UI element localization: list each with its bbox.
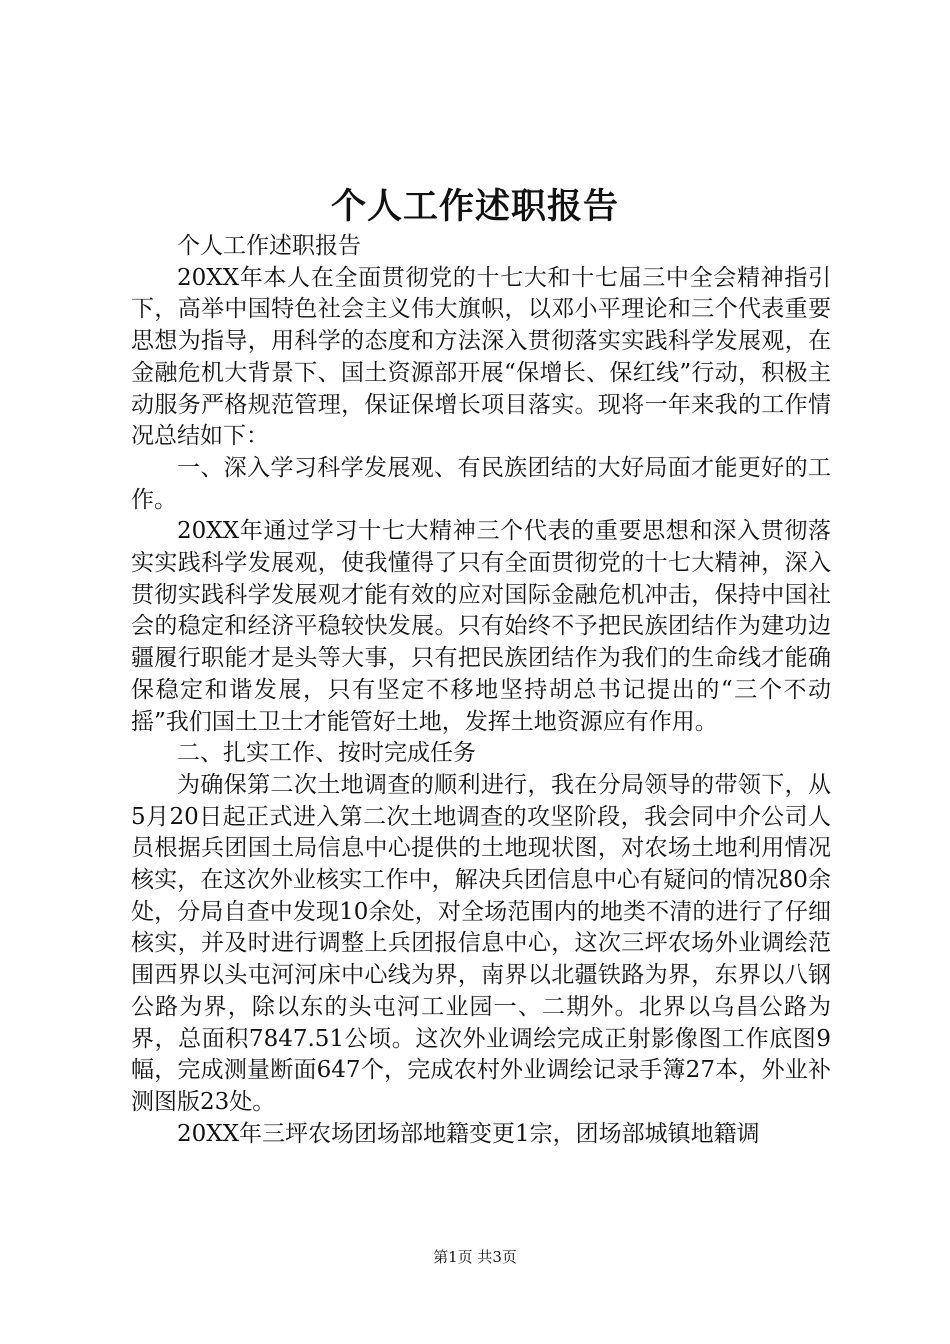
page-footer: 第1页 共3页 [433,1248,517,1266]
paragraph-continued: 20XX年三坪农场团场部地籍变更1宗，团场部城镇地籍调 [177,1120,760,1147]
section-heading-2: 二、扎实工作、按时完成任务 [177,740,476,767]
document-body [131,231,831,1150]
paragraph-heading: 个人工作述职报告 [177,233,361,259]
paragraph-intro: 20XX年本人在全面贯彻党的十七大和十七届三中全会精神指引下，高举中国特色社会主义伟大旗帜，以邓小平理论和三个代表重要思想为指导，用科学的态度和方法深入贯彻落实实践科学发展观，在金融危机大背景下、国土资源部开展“保增长、保红线”行动，积极主动服务严格规范管理，保证保增长项目落实。现将一年来我的工作情况总结如下： [131,264,831,450]
paragraph-section-1: 20XX年通过学习十七大精神三个代表的重要思想和深入贯彻落实实践科学发展观，使我懂得了只有全面贯彻党的十七大精神，深入贯彻实践科学发展观才能有效的应对国际金融危机冲击，保持中国社会的稳定和经济平稳较快发展。只有始终不予把民族团结作为建功边疆履行职能才是头等大事，只有把民族团结作为我们的生命线才能确保稳定和谐发展，只有坚定不移地坚持胡总书记提出的“三个不动摇”我们国土卫士才能管好土地，发挥土地资源应有作用。 [131,518,831,735]
paragraph-section-2: 为确保第二次土地调查的顺利进行，我在分局领导的带领下，从5月20日起正式进入第二次土地调查的攻坚阶段，我会同中介公司人员根据兵团国土局信息中心提供的土地现状图，对农场土地利用情况核实，在这次外业核实工作中，解决兵团信息中心有疑问的情况80余处，分局自查中发现10余处，对全场范围内的地类不清的进行了仔细核实，并及时进行调整上兵团报信息中心，这次三坪农场外业调绘范围西界以头屯河河床中心线为界，南界以北疆铁路为界，东界以八钢公路为界，除以东的头屯河工业园一、二期外。北界以乌昌公路为界，总面积7847.51公顷。这次外业调绘完成正射影像图工作底图9幅，完成测量断面647个，完成农村外业调绘记录手簿27本，外业补测图版23处。 [131,771,831,1115]
document-title: 个人工作述职报告 [330,186,619,227]
section-heading-1: 一、深入学习科学发展观、有民族团结的大好局面才能更好的工作。 [131,454,831,513]
